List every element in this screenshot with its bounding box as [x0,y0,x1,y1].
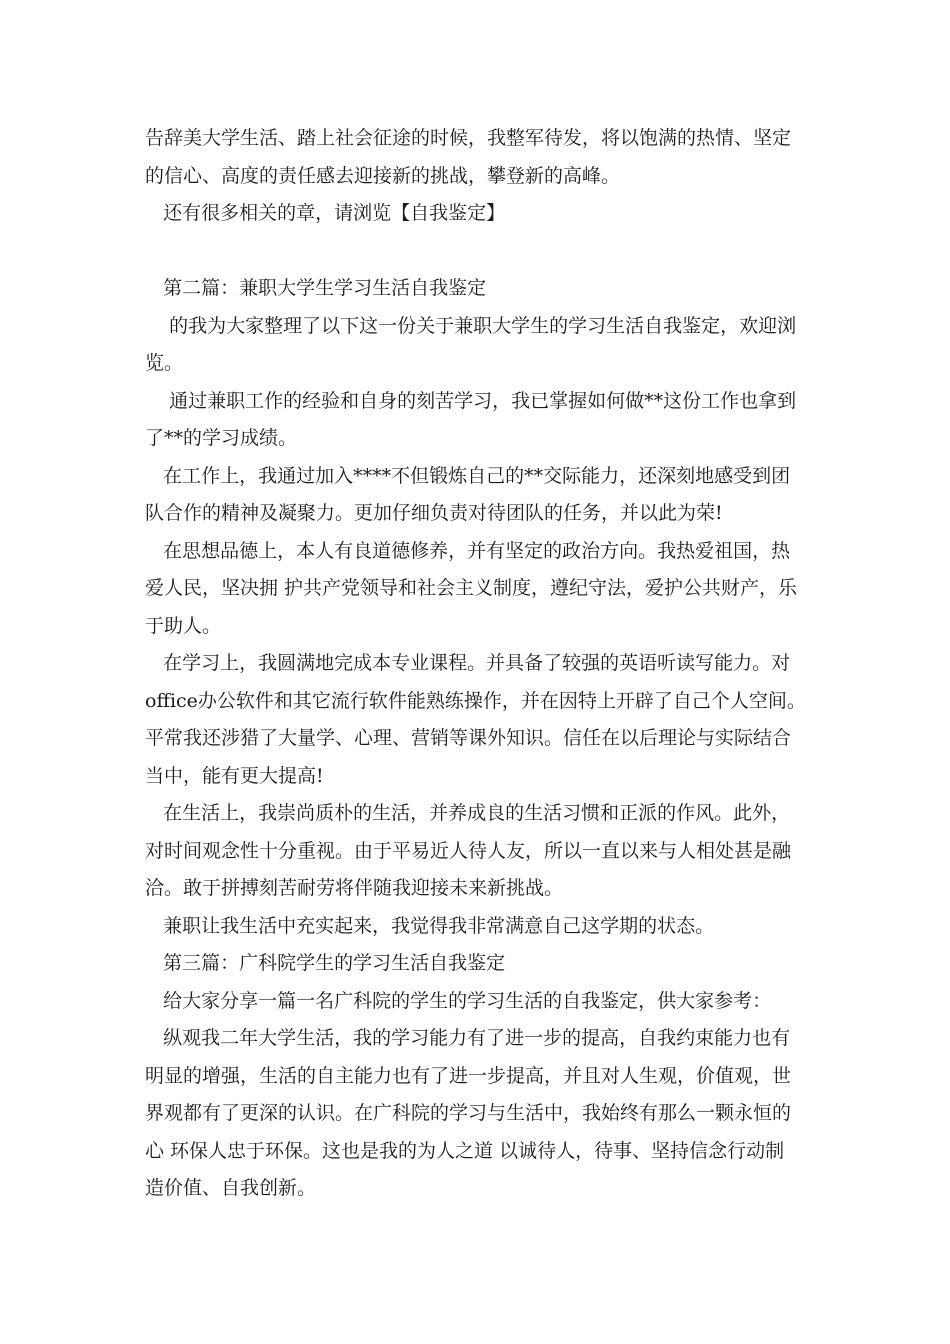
text-line: 的我为大家整理了以下这一份关于兼职大学生的学习生活自我鉴定，欢迎浏 [145,314,797,337]
text-line: 了**的学习成绩。 [145,427,298,449]
text-line: 队合作的精神及凝聚力。更加仔细负责对待团队的任务，并以此为荣! [145,502,723,524]
document-body [145,120,825,1208]
text-line: 纵观我二年大学生活，我的学习能力有了进一步的提高，自我约束能力也有 [145,1027,791,1049]
text-line: 的信心、高度的责任感去迎接新的挑战，攀登新的高峰。 [145,164,621,187]
text-line: 明显的增强，生活的自主能力也有了进一步提高，并且对人生观，价值观，世 [145,1064,792,1087]
text-line: 当中，能有更大提高! [145,764,324,787]
text-line: 造价值、自我创新。 [145,1177,317,1199]
text-line: 于助人。 [145,614,222,637]
text-line: 第三篇：广科院学生的学习生活自我鉴定 [145,952,506,974]
text-line: 平常我还涉猎了大量学、心理、营销等课外知识。信任在以后理论与实际结合 [145,727,792,749]
text-line: office办公软件和其它流行软件能熟练操作，并在因特上开辟了自己个人空间。 [145,689,806,712]
text-line: 爱人民，坚决拥 护共产党领导和社会主义制度，遵纪守法，爱护公共财产，乐 [145,577,798,599]
text-line: 览。 [145,352,184,374]
text-line: 心 环保人忠于环保。这也是我的为人之道 以诚待人，待事、坚持信念行动制 [145,1139,785,1162]
text-line: 在学习上，我圆满地完成本专业课程。并具备了较强的英语听读写能力。对 [145,652,791,674]
text-line: 在生活上，我崇尚质朴的生活，并养成良的生活习惯和正派的作风。此外， [145,802,791,824]
text-line: 还有很多相关的章，请浏览【自我鉴定】 [145,202,506,224]
text-line: 界观都有了更深的认识。在广科院的学习与生活中，我始终有那么一颗永恒的 [145,1102,792,1124]
text-line: 第二篇：兼职大学生学习生活自我鉴定 [145,277,487,299]
blank-line [145,233,825,271]
text-line: 洽。敢于拼搏刻苦耐劳将伴随我迎接未来新挑战。 [145,877,564,899]
text-line: 兼职让我生活中充实起来，我觉得我非常满意自己这学期的状态。 [145,914,715,937]
text-line: 对时间观念性十分重视。由于平易近人待人友，所以一直以来与人相处甚是融 [145,839,792,862]
text-line: 在思想品德上，本人有良道德修养，并有坚定的政治方向。我热爱祖国，热 [145,539,791,562]
text-line: 给大家分享一篇一名广科院的学生的学习生活的自我鉴定，供大家参考： [145,989,772,1012]
text-line: 通过兼职工作的经验和自身的刻苦学习，我已掌握如何做**这份工作也拿到 [145,389,797,412]
text-line: 在工作上，我通过加入****不但锻炼自己的**交际能力，还深刻地感受到团 [145,464,791,487]
text-line: 告辞美大学生活、踏上社会征途的时候，我整军待发，将以饱满的热情、坚定 [145,127,792,149]
